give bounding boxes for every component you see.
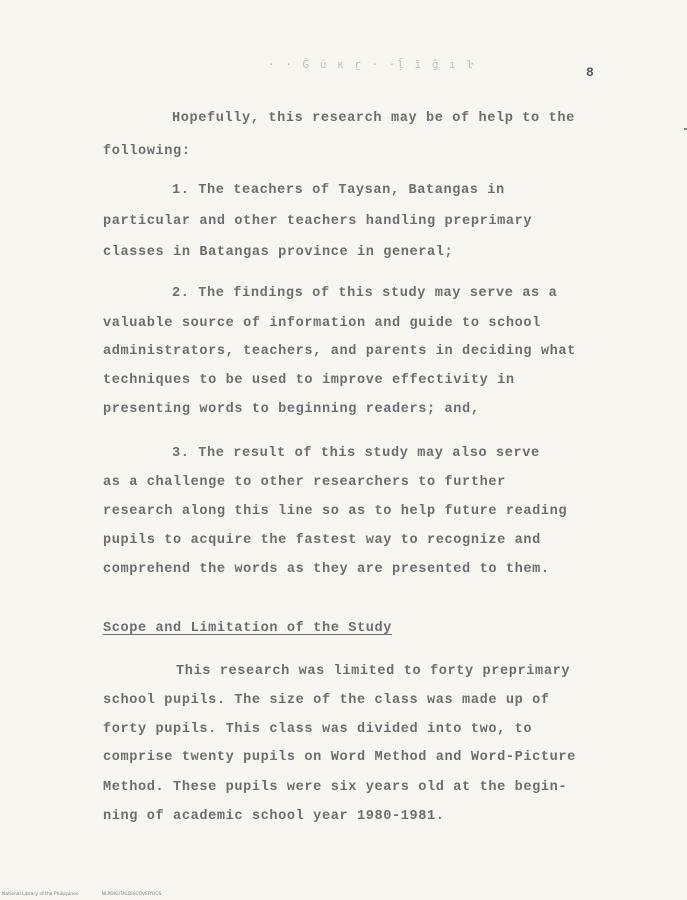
intro-line: Hopefully, this research may be of help to the — [172, 111, 575, 126]
footer-collection-id: NLPDIGITALDISCOVERY.ICS — [101, 892, 162, 897]
list-item-1-line: 1. The teachers of Taysan, Batangas in — [172, 183, 505, 198]
scope-line: school pupils. The size of the class was made up of — [103, 693, 550, 708]
list-item-3-line: pupils to acquire the fastest way to recognize and — [103, 533, 541, 548]
list-item-2-line: administrators, teachers, and parents in deciding what — [103, 344, 576, 359]
list-item-1-line: classes in Batangas province in general; — [103, 245, 454, 260]
list-item-2-line: techniques to be used to improve effectivity in — [103, 373, 515, 388]
list-item-1-line: particular and other teachers handling preprimary — [103, 214, 533, 229]
faint-header-text: · · Ĝ ŭ ĸ ṟ · ·ḹ ī ĝ ı ŀ — [268, 58, 475, 71]
footer-library-name: National Library of the Philippines — [2, 892, 79, 897]
scope-line: Method. These pupils were six years old at the begin- — [103, 780, 568, 795]
list-item-3-line: 3. The result of this study may also serve — [172, 446, 540, 461]
scope-line: This research was limited to forty preprimary — [176, 664, 571, 679]
scope-line: ning of academic school year 1980-1981. — [103, 809, 445, 824]
section-heading: Scope and Limitation of the Study — [103, 621, 392, 636]
list-item-2-line: presenting words to beginning readers; and, — [103, 402, 480, 417]
list-item-2-line: valuable source of information and guide to school — [103, 316, 541, 331]
scan-footer — [2, 892, 183, 897]
scope-line: forty pupils. This class was divided into two, to — [103, 722, 533, 737]
list-item-3-line: research along this line so as to help future reading — [103, 504, 568, 519]
scope-line: comprise twenty pupils on Word Method and Word-Picture — [103, 750, 576, 765]
list-item-3-line: comprehend the words as they are presented to them. — [103, 562, 550, 577]
list-item-3-line: as a challenge to other researchers to further — [103, 475, 506, 490]
list-item-2-line: 2. The findings of this study may serve as a — [172, 286, 558, 301]
page-number: 8 — [586, 65, 594, 80]
intro-line: following: — [103, 144, 191, 159]
